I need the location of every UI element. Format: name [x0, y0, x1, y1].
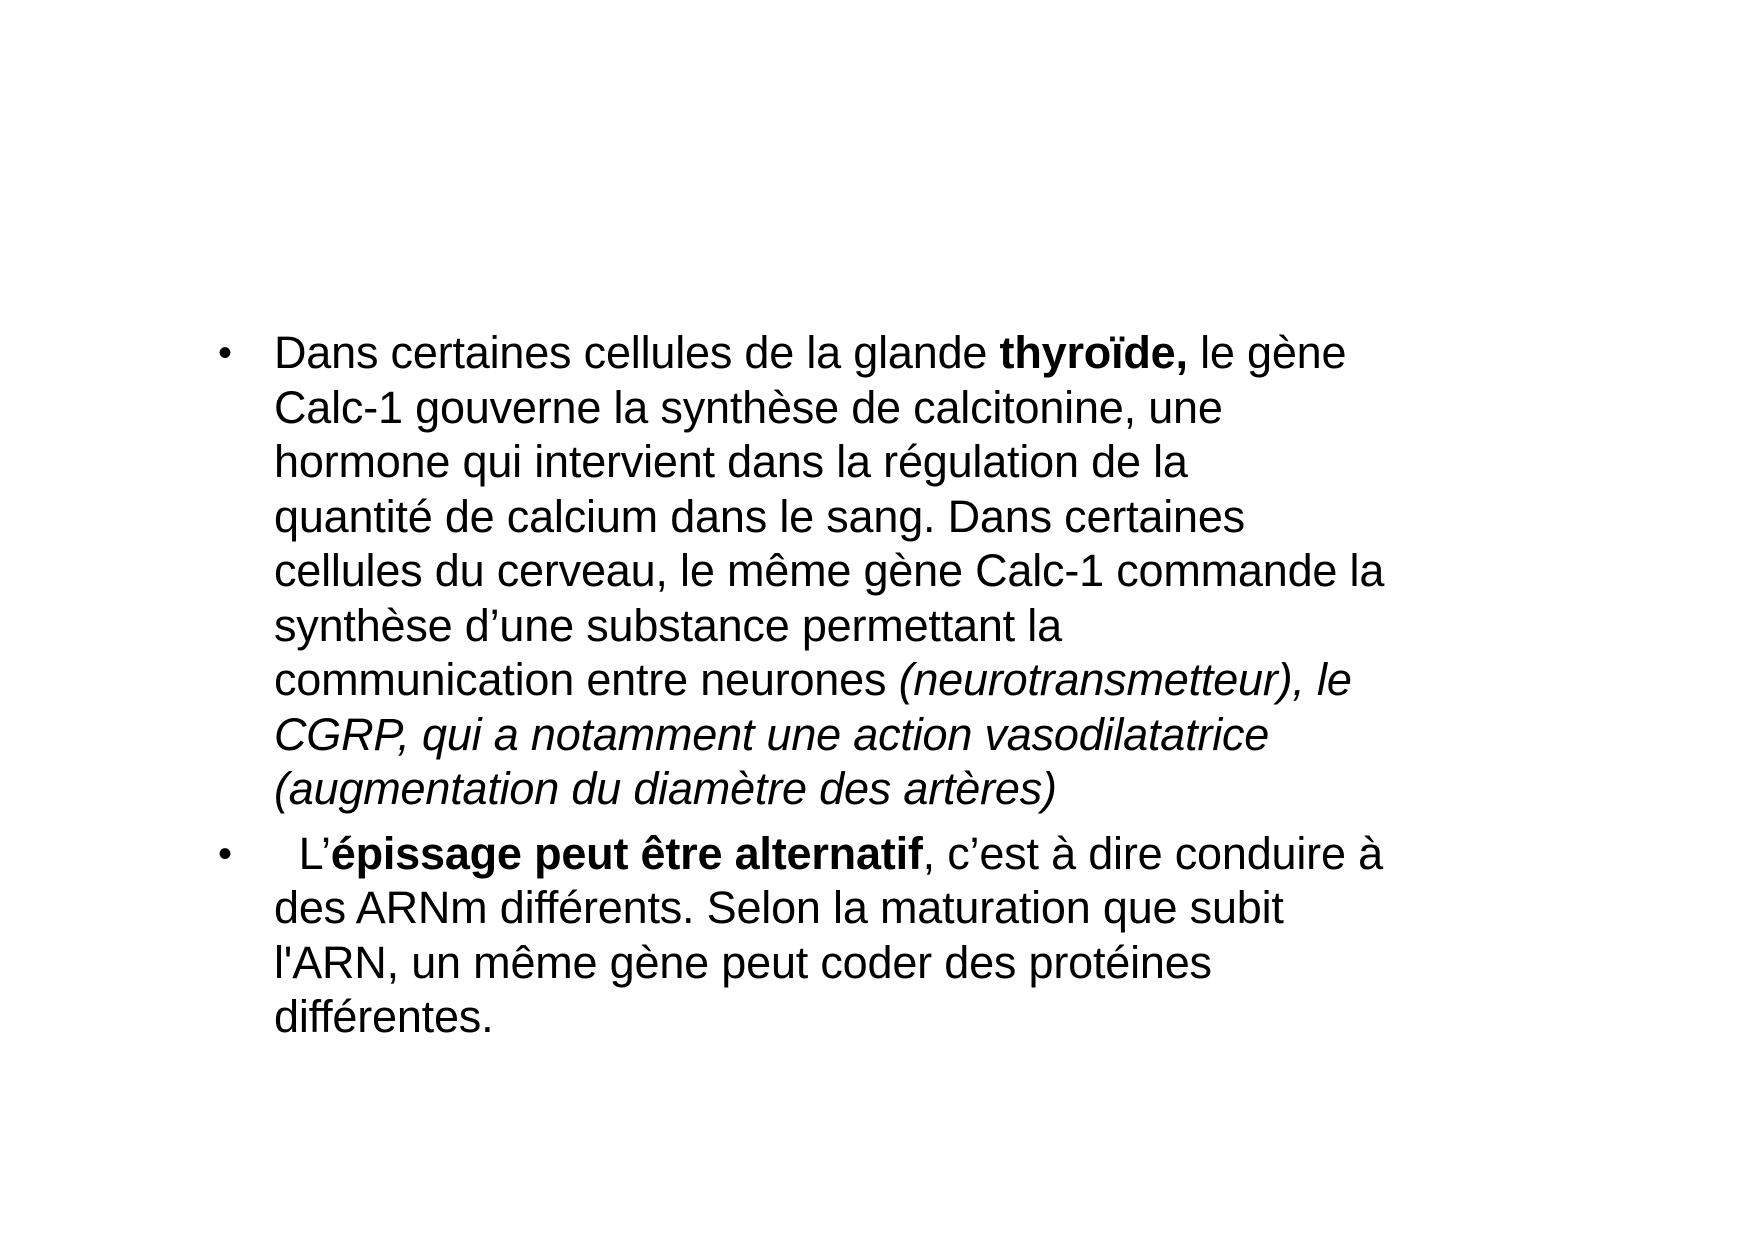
bullet-epissage: [212, 827, 1572, 1045]
text-line: [274, 326, 1572, 381]
italic-run: CGRP, qui a notamment une action vasodilatatrice: [274, 708, 1270, 760]
text-line: l'ARN, un même gène peut coder des protéines: [274, 936, 1212, 988]
bullet-list: [212, 326, 1572, 1045]
text-line: hormone qui intervient dans la régulation de la: [274, 436, 1188, 487]
text-line: synthèse d’une substance permettant la: [274, 599, 1062, 651]
text-line: [274, 762, 1572, 817]
italic-run: (neurotransmetteur), le: [898, 654, 1352, 705]
text-run: le gène: [1187, 327, 1347, 378]
text-line: différentes.: [274, 991, 494, 1042]
italic-run: (augmentation du diamètre des artères): [274, 763, 1057, 814]
text-line: cellules du cerveau, le même gène Calc-1 commande la: [274, 545, 1385, 596]
text-run: , c’est à dire conduire à: [922, 827, 1383, 879]
text-line: Calc-1 gouverne la synthèse de calcitonine, une: [274, 381, 1223, 433]
text-line: [274, 653, 1572, 708]
bold-term: épissage peut être alternatif: [330, 827, 923, 879]
bullet-marker: •: [218, 331, 232, 375]
bullet-marker: •: [218, 831, 232, 876]
text-run: communication entre neurones: [274, 654, 899, 705]
text-line: quantité de calcium dans le sang. Dans certaines: [274, 490, 1245, 542]
bold-term: thyroïde,: [999, 327, 1188, 378]
text-line: des ARNm différents. Selon la maturation que subit: [274, 882, 1284, 933]
text-line: [274, 708, 1572, 763]
text-line: [274, 827, 1572, 882]
bullet-thyroide: [212, 326, 1572, 817]
text-run: Dans certaines cellules de la glande: [274, 327, 1000, 378]
text-run: L’: [274, 827, 331, 879]
